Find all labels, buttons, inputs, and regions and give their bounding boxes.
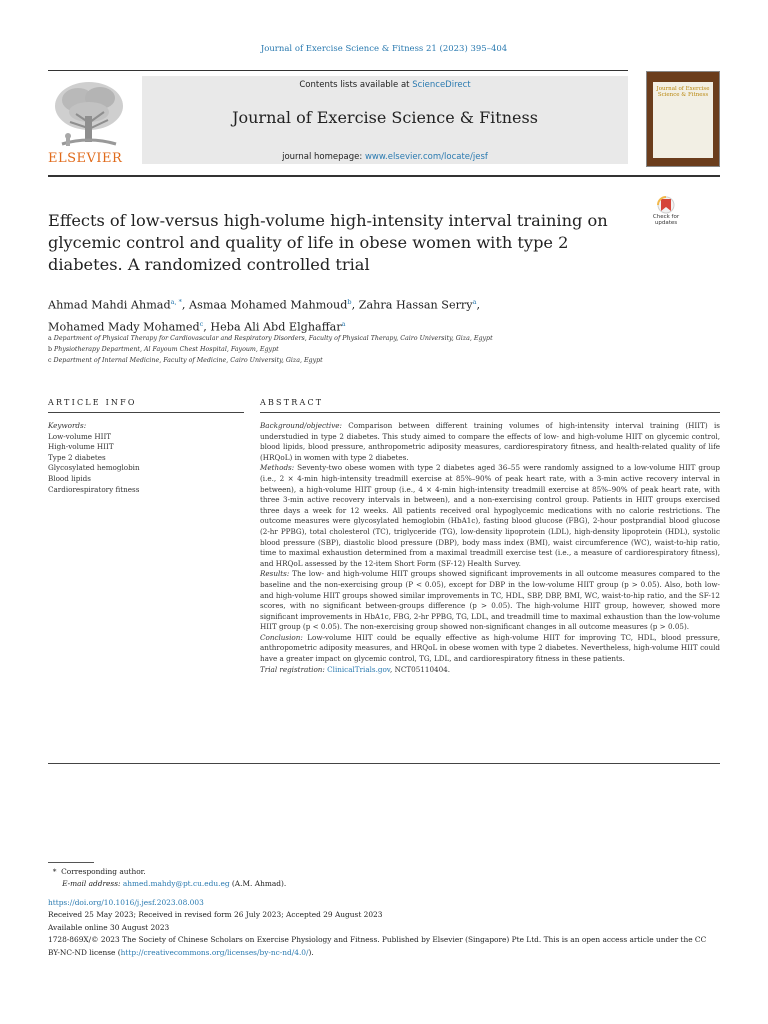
check-updates-line-1: Check for [652,214,680,220]
author-3-affil[interactable]: a [472,298,477,306]
email-suffix: (A.M. Ahmad). [229,878,287,888]
abstract-results [260,569,720,633]
email-note [48,878,720,890]
abstract-results-text: The low- and high-volume HIIT groups showed significant improvements in all outcome measures compared to the baseline and the non-exercising group (P < 0.05), except for DBP in the low-volume HIIT group (p > 0.05). Also, both low- and high-volume HIIT groups showed similar improvements in TC, HDL, SBP, DBP, BMI, WC, waist-to-hip ratio, and the SF-12 scores, with no significant between-groups difference (p > 0.05). The high-volume HIIT group, however, showed more significant improvements in HbA1c, FBG, 2-hr PPBG, TG, LDL, and treadmill time to maximal exhaustion than the low-volume HIIT group (p < 0.05). The non-exercising group showed non-significant changes in all outcome measures (p > 0.05). [260,569,720,632]
abstract-results-label: Results: [260,569,290,579]
abstract-end-rule [48,763,720,764]
clinicaltrials-link[interactable]: ClinicalTrials.gov [327,664,391,674]
author-2[interactable]: Asmaa Mohamed Mahmoud [189,298,348,312]
abstract-methods-text: Seventy-two obese women with type 2 diabetes aged 36–55 were randomly assigned to a low-volume HIIT group (i.e., 2 × 4-min high-intensity treadmill exercise at 85%–90% of peak heart rate, with a 3-min active recovery interval in between), a high-volume HIIT group (i.e., 4 × 4-min high-intensity treadmill exercise at 85%–90% of peak heart rate, with three 3-min active recovery intervals in between), and a non-exercising control group. Patients in HIIT groups exercised three days a week for 12 weeks. All patients received oral hypoglycemic medications with no calorie restrictions. The outcome measures were glycosylated hemoglobin (HbA1c), fasting blood glucose (FBG), 2-hour postprandial blood glucose (2-hr PPBG), total cholesterol (TC), triglyceride (TG), low-density lipoprotein (LDL), high-density lipoprotein (HDL), systolic blood pressure (SBP), diastolic blood pressure (DBP), body mass index (BMI), waist circumference (WC), waist-to-hip ratio, time to maximal exhaustion determined from a maximal treadmill exercise test (i.e., a measure of cardiorespiratory fitness), and HRQoL assessed by the 12-item Short Form (SF-12) Health Survey. [260,463,720,568]
license-statement [48,934,720,959]
author-list [48,293,668,336]
abstract-conclusion [260,633,720,665]
cover-title: Journal of Exercise Science & Fitness [656,86,710,98]
email-label: E-mail address: [62,878,121,888]
affiliation-text: Department of Internal Medicine, Faculty of Medicine, Cairo University, Giza, Egypt [53,356,323,364]
abstract-background-text: Comparison between different training volumes of high-intensity interval training (HIIT) is understudied in type 2 diabetes. This study aimed to compare the effects of low- and high-volume HIIT on glycemic control, blood lipids, blood pressure, anthropometric adiposity measures, cardiorespiratory fitness, and health-related quality of life (HRQoL) in women with type 2 diabetes. [260,421,720,462]
publication-info [48,897,720,959]
journal-title: Journal of Exercise Science & Fitness [232,108,538,127]
check-updates-line-2: updates [654,220,678,226]
doi-link[interactable]: https://doi.org/10.1016/j.jesf.2023.08.003 [48,898,204,907]
header-top-rule [48,70,628,71]
author-1[interactable]: Ahmad Mahdi Ahmad [48,298,171,312]
author-sep: , [181,298,190,312]
author-1-affil[interactable]: a, * [170,298,182,306]
elsevier-tree-logo [50,78,128,150]
received-dates: Received 25 May 2023; Received in revised form 26 July 2023; Accepted 29 August 2023 [48,910,383,920]
available-online: Available online 30 August 2023 [48,922,170,932]
homepage-link[interactable]: www.elsevier.com/locate/jesf [364,152,488,162]
author-sep: , [203,320,211,334]
abstract-trial-registration [260,665,720,676]
license-suffix: ). [308,947,314,957]
journal-citation-link[interactable]: Journal of Exercise Science & Fitness 21 (2023) 395–404 [260,44,508,54]
check-for-updates-icon [644,196,688,214]
keyword-item: Blood lipids [48,473,91,483]
article-info-heading: ARTICLE INFO [48,398,137,407]
abstract-methods [260,463,720,569]
keyword-item: Type 2 diabetes [48,452,106,462]
corresponding-author-note [48,866,720,878]
article-title: Effects of low-versus high-volume high-intensity interval training on glycemic control and quality of life in obese women with type 2 diabetes. A randomized controlled trial [48,211,608,274]
contents-prefix: Contents lists available at [299,80,413,90]
keywords-label: Keywords: [48,421,87,430]
affiliation-text: Department of Physical Therapy for Cardiovascular and Respiratory Disorders, Faculty of Physical Therapy, Cairo University, Giza, Egypt [53,335,493,342]
affiliation-marker: a [48,335,52,342]
elsevier-logo-text: ELSEVIER [48,151,123,166]
trial-registration-label: Trial registration: [260,664,325,674]
abstract-conclusion-label: Conclusion: [260,632,303,642]
check-for-updates-label [644,214,688,226]
keywords-block [48,421,244,495]
journal-homepage-line [142,152,628,162]
contents-lists-line [142,80,628,90]
author-4[interactable]: Mohamed Mady Mohamed [48,320,200,334]
keyword-item: High-volume HIIT [48,442,114,452]
license-link[interactable]: http://creativecommons.org/licenses/by-nc-nd/4.0/ [120,947,309,957]
author-4-affil[interactable]: c [199,319,204,328]
abstract-heading: ABSTRACT [260,398,324,407]
abstract-background-label: Background/objective: [260,421,342,430]
footnote-rule [48,862,94,863]
header-bottom-rule [48,175,720,177]
affiliation-marker: c [48,356,52,364]
abstract-conclusion-text: Low-volume HIIT could be equally effective as high-volume HIIT for improving TC, HDL, blood pressure, anthropometric adiposity measures, and HRQoL in obese women with type 2 diabetes. Nevertheless, high-volume HIIT could have a greater impact on glycemic control, TG, LDL, and cardiorespiratory fitness in these patients. [260,632,720,664]
sciencedirect-link[interactable]: ScienceDirect [412,80,471,90]
corresponding-text: Corresponding author. [61,867,146,876]
journal-cover-thumbnail[interactable] [646,71,720,167]
affiliation-text: Physiotherapy Department, Al Fayoum Chest Hospital, Fayoum, Egypt [54,345,279,353]
affiliation-item [48,334,668,345]
keyword-item: Cardiorespiratory fitness [48,484,140,494]
affiliation-item [48,345,668,356]
trial-id: , NCT05110404. [390,664,451,674]
keyword-item: Low-volume HIIT [48,431,112,441]
keyword-item: Glycosylated hemoglobin [48,463,140,473]
author-sep: , [351,298,359,312]
email-link[interactable]: ahmed.mahdy@pt.cu.edu.eg [122,878,230,888]
author-3[interactable]: Zahra Hassan Serry [358,298,473,312]
abstract-background [260,421,720,463]
corresponding-marker: * [52,867,57,876]
affiliation-item [48,356,668,367]
license-prefix: 1728-869X/© 2023 The Society of Chinese Scholars on Exercise Physiology and Fitness. Published by Elsevier (Singapore) Pte Ltd. This is an open access article under the CC BY-NC-ND license ( [48,935,707,957]
abstract-rule [260,412,720,413]
author-5-affil[interactable]: a [341,319,346,328]
footnotes [48,866,720,889]
author-5[interactable]: Heba Ali Abd Elghaffar [210,320,342,334]
author-2-affil[interactable]: b [347,298,352,306]
author-sep: , [476,298,481,312]
abstract-body [260,421,720,675]
affiliation-marker: b [48,345,53,353]
article-info-rule [48,412,244,413]
affiliations [48,334,668,366]
homepage-prefix: journal homepage: [282,152,365,162]
check-for-updates-button[interactable] [644,196,688,236]
abstract-methods-label: Methods: [260,463,295,473]
